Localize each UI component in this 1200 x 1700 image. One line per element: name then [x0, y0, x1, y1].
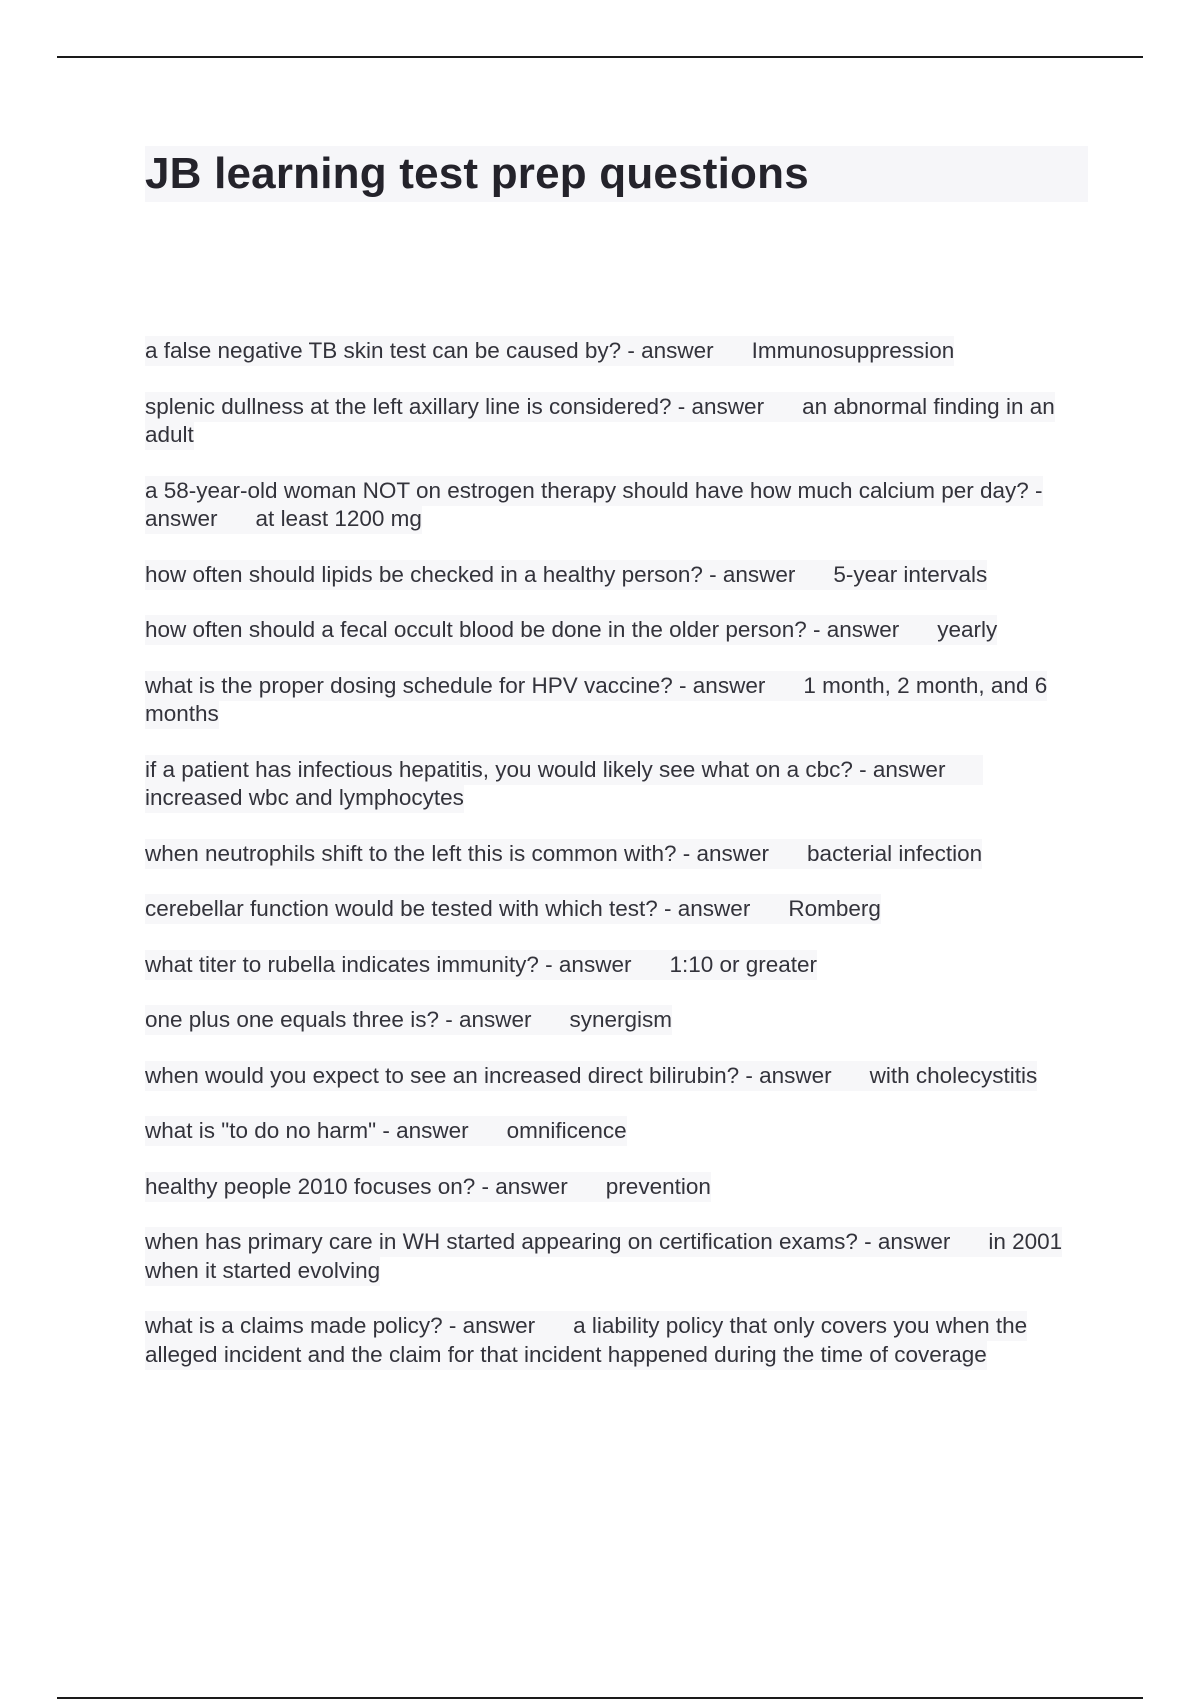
- qa-answer: prevention: [605, 1173, 711, 1199]
- qa-question: how often should a fecal occult blood be done in the older person? - answer: [145, 617, 900, 642]
- qa-item: [145, 393, 1080, 450]
- qa-question: when neutrophils shift to the left this is common with? - answer: [145, 840, 770, 866]
- qa-question: how often should lipids be checked in a healthy person? - answer: [145, 561, 796, 587]
- top-rule: [57, 56, 1143, 58]
- qa-item: [145, 1062, 1080, 1091]
- qa-answer: a liability policy that only covers you when the alleged incident and the claim for that incident happened during the time of coverage: [145, 1313, 1028, 1367]
- qa-item: [145, 1228, 1080, 1285]
- qa-question: what titer to rubella indicates immunity? - answer: [145, 951, 632, 977]
- qa-question: when has primary care in WH started appearing on certification exams? - answer: [145, 1229, 951, 1254]
- qa-question: a false negative TB skin test can be caused by? - answer: [145, 338, 714, 363]
- qa-answer: an abnormal finding in an adult: [145, 393, 1055, 447]
- qa-answer: yearly: [937, 617, 998, 642]
- qa-answer: synergism: [569, 1007, 673, 1032]
- qa-answer: with cholecystitis: [869, 1062, 1038, 1088]
- qa-item: [145, 1173, 1080, 1202]
- title-block: [145, 146, 1088, 202]
- qa-item: [145, 337, 1080, 366]
- page-title: JB learning test prep questions: [145, 149, 809, 198]
- qa-answer: 1 month, 2 month, and 6 months: [145, 672, 1048, 726]
- qa-answer: omnificence: [506, 1118, 627, 1143]
- qa-item: [145, 1312, 1080, 1369]
- qa-question: a 58-year-old woman NOT on estrogen therapy should have how much calcium per day? - answer: [145, 477, 1043, 531]
- qa-item: [145, 840, 1080, 869]
- qa-question: splenic dullness at the left axillary line is considered? - answer: [145, 393, 765, 419]
- qa-item: [145, 951, 1080, 980]
- qa-question: if a patient has infectious hepatitis, you would likely see what on a cbc? - answer: [145, 756, 946, 782]
- qa-item: [145, 672, 1080, 729]
- qa-item: [145, 477, 1080, 534]
- qa-question: what is "to do no harm" - answer: [145, 1118, 469, 1143]
- qa-question: when would you expect to see an increased direct bilirubin? - answer: [145, 1062, 832, 1088]
- qa-question: cerebellar function would be tested with which test? - answer: [145, 896, 751, 921]
- qa-item: [145, 1117, 1080, 1146]
- bottom-rule: [57, 1697, 1143, 1699]
- qa-answer: 5-year intervals: [833, 561, 988, 587]
- qa-answer: Romberg: [788, 896, 881, 921]
- qa-question: healthy people 2010 focuses on? - answer: [145, 1173, 568, 1199]
- qa-item: [145, 756, 1080, 813]
- qa-answer: Immunosuppression: [751, 338, 955, 363]
- qa-item: [145, 1006, 1080, 1035]
- qa-answer: in 2001 when it started evolving: [145, 1229, 1063, 1283]
- qa-item: [145, 561, 1080, 590]
- qa-question: what is a claims made policy? - answer: [145, 1313, 536, 1338]
- qa-question: one plus one equals three is? - answer: [145, 1007, 532, 1032]
- qa-answer: 1:10 or greater: [669, 951, 818, 977]
- qa-answer: increased wbc and lymphocytes: [145, 785, 464, 810]
- qa-question: what is the proper dosing schedule for HPV vaccine? - answer: [145, 672, 766, 698]
- qa-answer: at least 1200 mg: [255, 506, 422, 531]
- qa-answer: bacterial infection: [807, 840, 983, 866]
- qa-item: [145, 616, 1080, 645]
- qa-list: [145, 337, 1080, 1396]
- qa-item: [145, 895, 1080, 924]
